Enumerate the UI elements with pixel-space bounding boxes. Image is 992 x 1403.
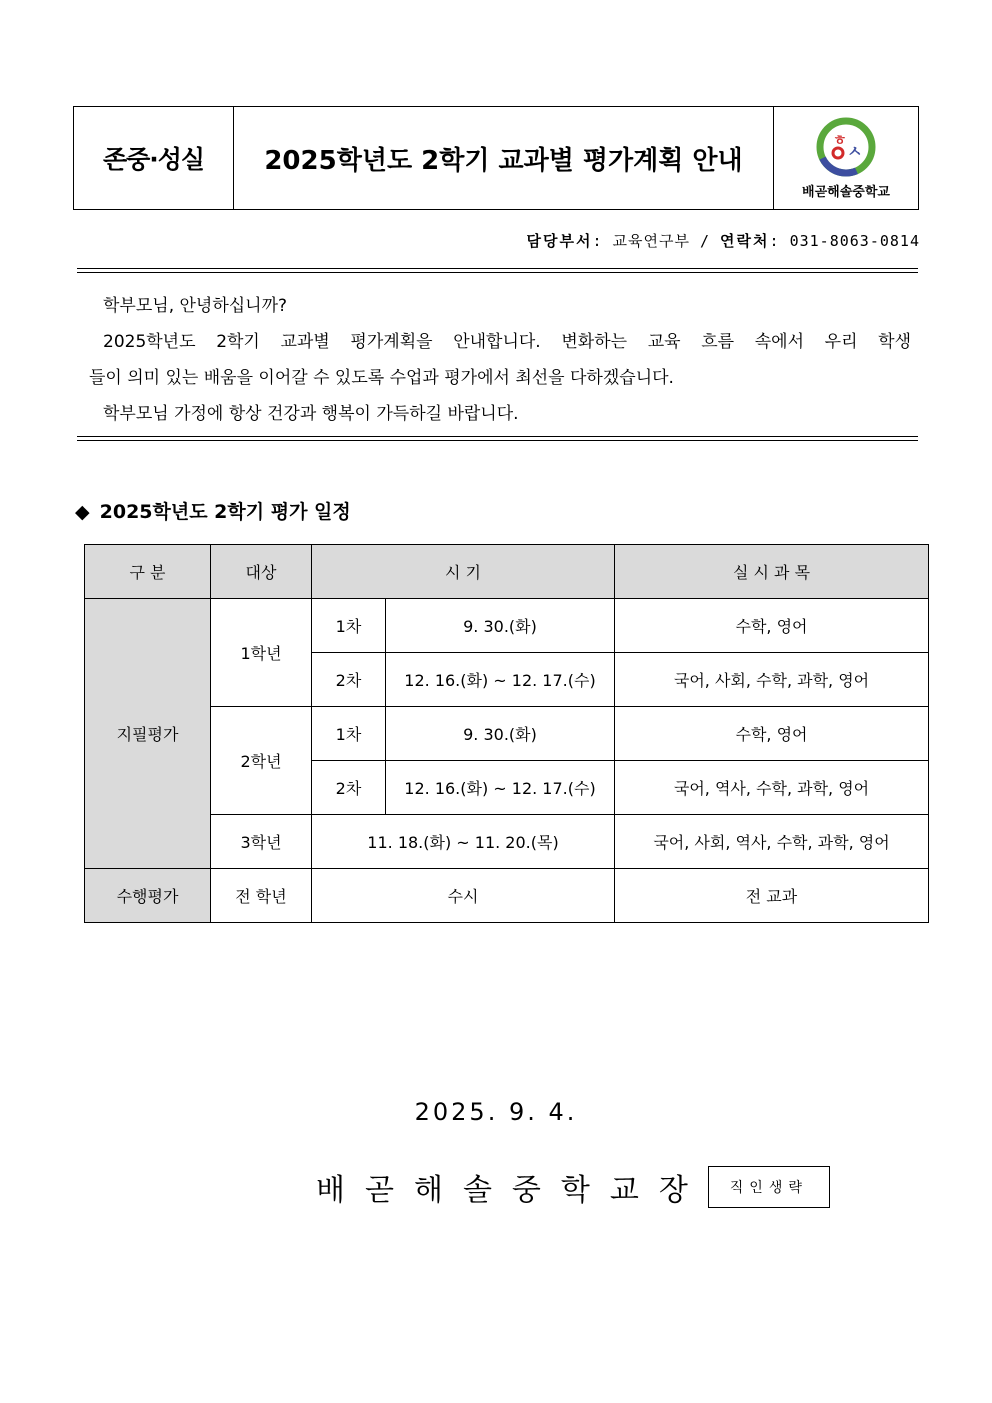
round-cell: 1차 [312, 599, 386, 653]
table-row [85, 869, 929, 923]
contact-info [526, 230, 920, 251]
subjects-cell: 수학, 영어 [615, 707, 929, 761]
document-header [73, 106, 919, 210]
letter-closing: 학부모님 가정에 항상 건강과 행복이 가득하길 바랍니다. [103, 404, 519, 424]
grade-cell: 1학년 [211, 599, 312, 707]
table-row [85, 707, 929, 761]
section-title-text: 2025학년도 2학기 평가 일정 [99, 501, 351, 523]
round-cell: 2차 [312, 653, 386, 707]
document-title: 2025학년도 2학기 교과별 평가계획 안내 [234, 107, 774, 209]
subjects-cell: 수학, 영어 [615, 599, 929, 653]
principal-signature [316, 1165, 830, 1209]
letter-line-2: 들이 의미 있는 배움을 이어갈 수 있도록 수업과 평가에서 최선을 다하겠습니다. [89, 368, 674, 388]
table-row [85, 599, 929, 653]
round-cell: 2차 [312, 761, 386, 815]
date-cell: 11. 18.(화) ~ 11. 20.(목) [312, 815, 615, 869]
dept-label: 담당부서 [526, 232, 593, 250]
school-logo [774, 107, 918, 209]
school-emblem-icon [811, 117, 881, 179]
document-date: 2025. 9. 4. [414, 1098, 578, 1126]
date-cell: 12. 16.(화) ~ 12. 17.(수) [386, 761, 615, 815]
principal-title: 배곧해솔중학교장 [316, 1173, 708, 1208]
subjects-cell: 국어, 역사, 수학, 과학, 영어 [615, 761, 929, 815]
divider-bottom [77, 436, 918, 441]
date-cell: 9. 30.(화) [386, 599, 615, 653]
logo-school-name: 배곧해솔중학교 [802, 184, 890, 200]
performance-eval-label: 수행평가 [85, 869, 211, 923]
grade-cell: 전 학년 [211, 869, 312, 923]
date-cell: 수시 [312, 869, 615, 923]
written-exam-label: 지필평가 [85, 599, 211, 869]
date-cell: 12. 16.(화) ~ 12. 17.(수) [386, 653, 615, 707]
divider-top [77, 268, 918, 273]
table-header-row [85, 545, 929, 599]
phone-label: 연락처 [720, 232, 770, 250]
letter-greeting: 학부모님, 안녕하십니까? [103, 296, 288, 316]
evaluation-schedule-table [84, 544, 929, 923]
letter-body [89, 288, 911, 432]
grade-cell: 3학년 [211, 815, 312, 869]
seal-omitted-box: 직인생략 [708, 1166, 830, 1208]
header-category: 구 분 [85, 545, 211, 599]
section-title [75, 497, 351, 524]
header-subjects: 실 시 과 목 [615, 545, 929, 599]
subjects-cell: 전 교과 [615, 869, 929, 923]
svg-text:ㅎ: ㅎ [833, 132, 847, 149]
svg-text:ㅅ: ㅅ [847, 141, 863, 161]
grade-cell: 2학년 [211, 707, 312, 815]
header-target: 대상 [211, 545, 312, 599]
date-cell: 9. 30.(화) [386, 707, 615, 761]
subjects-cell: 국어, 사회, 역사, 수학, 과학, 영어 [615, 815, 929, 869]
phone-value: : 031-8063-0814 [769, 232, 920, 250]
dept-value: : 교육연구부 / [592, 232, 721, 250]
table-row [85, 815, 929, 869]
letter-line-1: 2025학년도 2학기 교과별 평가계획을 안내합니다. 변화하는 교육 흐름 속에서 우리 학생 [103, 332, 911, 352]
subjects-cell: 국어, 사회, 수학, 과학, 영어 [615, 653, 929, 707]
header-period: 시 기 [312, 545, 615, 599]
school-motto: 존중·성실 [74, 107, 234, 209]
round-cell: 1차 [312, 707, 386, 761]
diamond-bullet-icon: ◆ [75, 501, 90, 523]
